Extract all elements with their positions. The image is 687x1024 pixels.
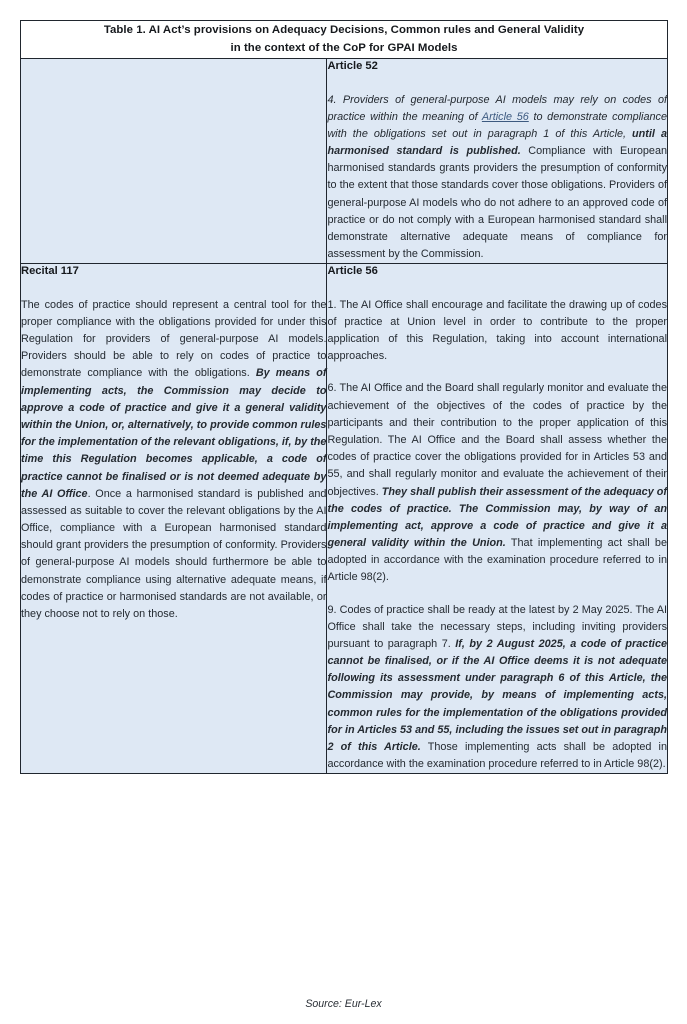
text-run: . Once a harmonised standard is published and assessed as suitable to cover the relevant obligations by the AI Office, compliance with a European harmonised standard should grant providers the presumption of conformity. Providers of general-purpose AI models should furthermore be able to demonstrate compliance using alternative adequate means, if codes of practice or harmonised standards are not available, or they choose not to rely on those.	[21, 487, 327, 620]
table-container	[20, 20, 668, 774]
table-row	[21, 264, 668, 774]
cell-article-52	[327, 58, 668, 263]
paragraph	[327, 92, 667, 264]
text-run: The codes of practice should represent a central tool for the proper compliance with the obligations provided for under this Regulation for providers of general-purpose AI models. Providers should be able to rely on codes of practice to demonstrate compliance with the obligations.	[21, 298, 327, 380]
table-title-cell	[21, 21, 668, 59]
cell-article-56	[327, 264, 668, 774]
cell-paragraphs	[327, 297, 667, 773]
text-run: 1. The AI Office shall encourage and facilitate the drawing up of codes of practice at Union level in order to contribute to the proper application of this Regulation, taking into account international approaches.	[327, 298, 667, 363]
paragraph	[327, 380, 667, 586]
table-body	[21, 21, 668, 774]
source-caption: Source: Eur-Lex	[305, 998, 382, 1010]
text-run: That implementing act shall be adopted in accordance with the examination procedure referred to in Article 98(2).	[327, 537, 667, 584]
paragraph	[327, 602, 667, 774]
cell-paragraphs	[21, 297, 326, 623]
cell-heading: Recital 117	[21, 265, 79, 278]
cell-paragraphs	[327, 92, 667, 264]
text-run: Compliance with European harmonised standards grants providers the presumption of conformity to the extent that those standards cover those obligations. Providers of general-purpose AI models who do not adhere to an approved code of practice or do not comply with a European harmonised standard shall demonstrate alternative adequate means of compliance for assessment by the Commission.	[327, 145, 668, 261]
text-run: By means of implementing acts, the Commission may decide to approve a code of practice and give it a general validity within the Union, or, alternatively, to provide common rules for the implementation of the relevant obligations, if, by the time this Regulation becomes applicable, a code of practice cannot be finalised or is not deemed adequate by the AI Office	[21, 367, 327, 500]
text-run: 9. Codes of practice shall be ready at the latest by 2 May 2025. The AI Office shall take the necessary steps, including inviting providers pursuant to paragraph 7.	[327, 603, 667, 650]
ai-act-provisions-table	[20, 20, 668, 774]
cell-heading: Article 52	[327, 59, 378, 72]
text-run: They shall publish their assessment of the adequacy of the codes of practice. The Commission may, by way of an implementing act, approve a code of practice and give it a general validity within the Union.	[327, 485, 667, 550]
table-title-line-2: in the context of the CoP for GPAI Models	[230, 42, 458, 55]
article-cross-reference-link[interactable]: Article 56	[481, 110, 529, 123]
table-title-row	[21, 21, 668, 59]
table-row	[21, 58, 668, 263]
paragraph	[327, 297, 667, 366]
text-run: until a harmonised standard is published.	[327, 127, 667, 158]
text-run: Those implementing acts shall be adopted in accordance with the examination procedure referred to in Article 98(2).	[327, 740, 667, 771]
cell-heading: Article 56	[327, 265, 378, 278]
text-run: If, by 2 August 2025, a code of practice cannot be finalised, or if the AI Office deems it is not adequate following its assessment under paragraph 6 of this Article, the Commission may provide, by means of implementing acts, common rules for the implementation of the obligations provided for in Articles 53 and 55, including the issues set out in paragraph 2 of this Article.	[327, 637, 668, 753]
text-run: to demonstrate compliance with the obligations set out in paragraph 1 of this Article,	[327, 110, 667, 140]
text-run: 4. Providers of general-purpose AI models may rely on codes of practice within the meaning of	[327, 93, 667, 123]
table-title-line-1: Table 1. AI Act’s provisions on Adequacy Decisions, Common rules and General Validity	[103, 24, 585, 36]
cell-empty-left	[21, 58, 327, 263]
cell-recital-117	[21, 264, 327, 774]
paragraph	[21, 297, 326, 623]
text-run: 6. The AI Office and the Board shall regularly monitor and evaluate the achievement of the objectives of the codes of practice by the participants and their contribution to the proper application of this Regulation. The AI Office and the Board shall assess whether the codes of practice cover the obligations provided for in Articles 53 and 55, and shall regularly monitor and evaluate the achievement of their objectives.	[327, 382, 667, 498]
